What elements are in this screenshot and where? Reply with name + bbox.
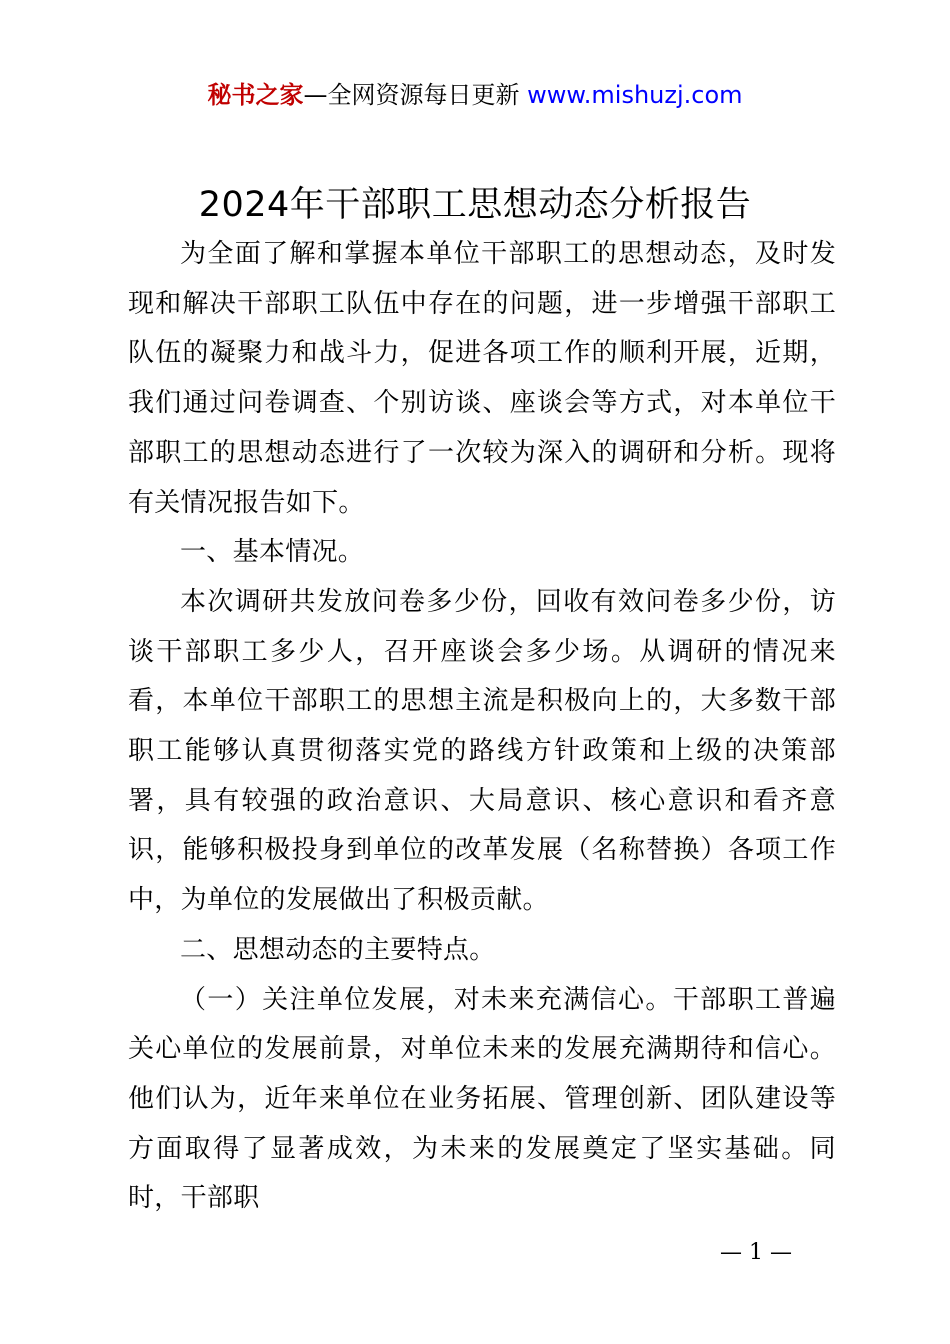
paragraph-intro: 为全面了解和掌握本单位干部职工的思想动态，及时发现和解决干部职工队伍中存在的问题，进一步增强干部职工队伍的凝聚力和战斗力，促进各项工作的顺利开展，近期，我们通过问卷调查、个别访谈、座谈会等方式，对本单位干部职工的思想动态进行了一次较为深入的调研和分析。现将有关情况报告如下。 [128, 239, 836, 518]
document-title: 2024年干部职工思想动态分析报告 [198, 185, 752, 225]
site-url-link[interactable]: www.mishuzj.com [527, 81, 743, 109]
document-body [128, 230, 836, 1224]
site-header [0, 78, 950, 112]
section-heading-basic: 一、基本情况。 [180, 537, 365, 568]
header-tagline: —全网资源每日更新 [303, 81, 528, 109]
section-heading-features: 二、思想动态的主要特点。 [180, 934, 496, 965]
brand-name: 秘书之家 [207, 81, 304, 109]
paragraph-feature-one: （一）关注单位发展，对未来充满信心。干部职工普遍关心单位的发展前景，对单位未来的发展充满期待和信心。他们认为，近年来单位在业务拓展、管理创新、团队建设等方面取得了显著成效，为未来的发展奠定了坚实基础。同时，干部职 [128, 984, 836, 1214]
paragraph-basic: 本次调研共发放问卷多少份，回收有效问卷多少份，访谈干部职工多少人，召开座谈会多少场。从调研的情况来看，本单位干部职工的思想主流是积极向上的，大多数干部职工能够认真贯彻落实党的路线方针政策和上级的决策部署，具有较强的政治意识、大局意识、核心意识和看齐意识，能够积极投身到单位的改革发展（名称替换）各项工作中，为单位的发展做出了积极贡献。 [128, 586, 836, 916]
page-number: — 1 — [720, 1240, 792, 1265]
